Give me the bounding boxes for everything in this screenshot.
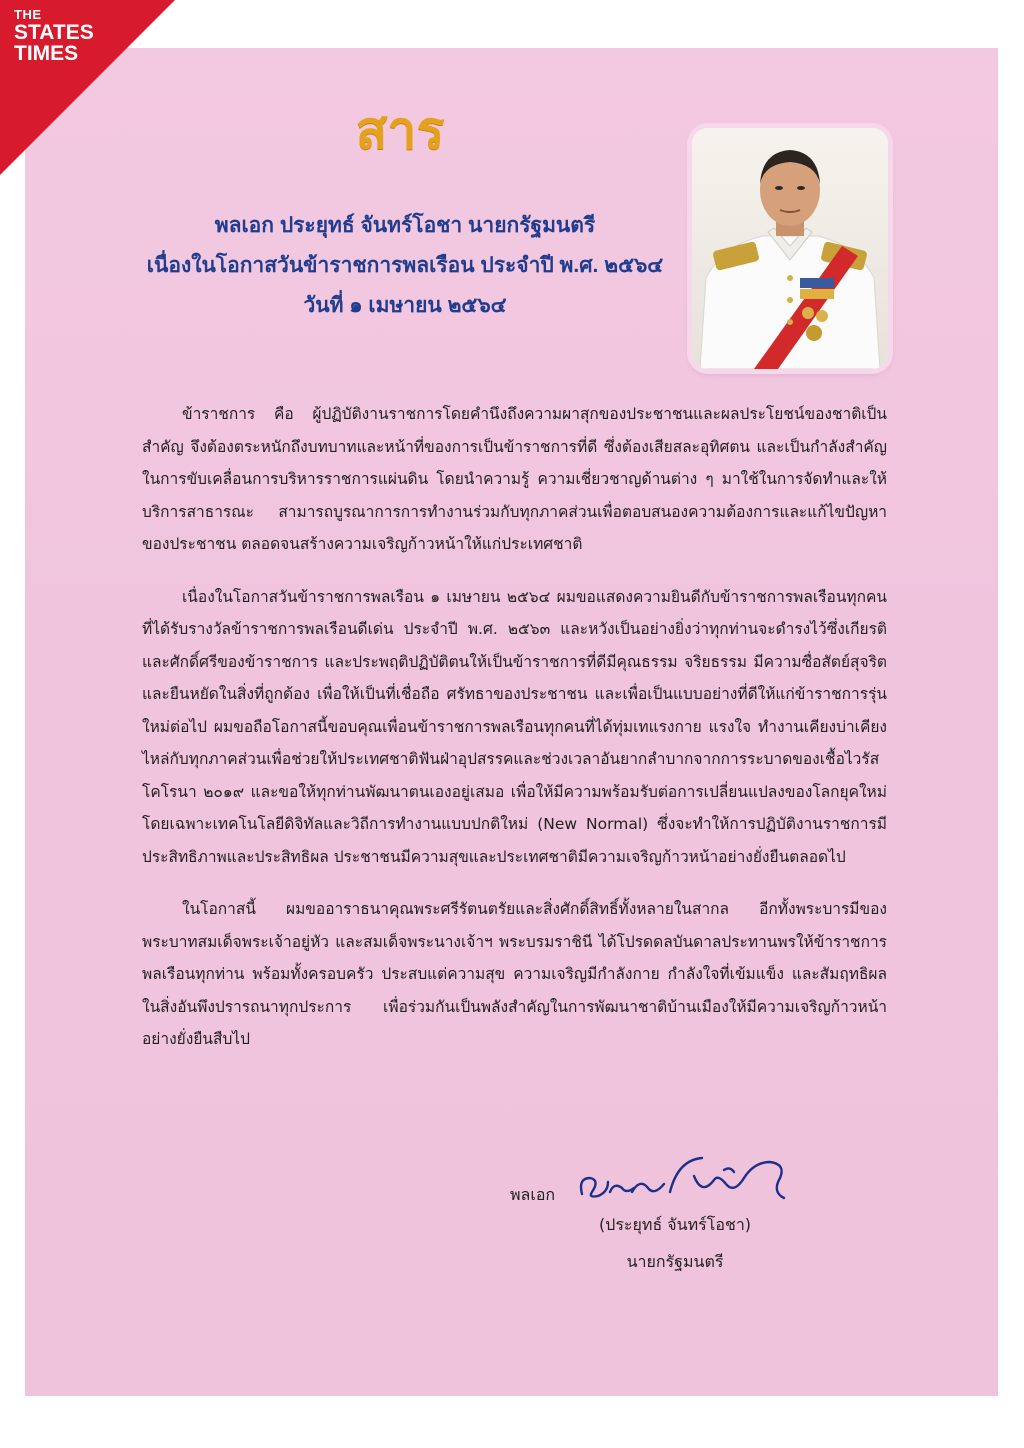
paragraph-3: ในโอกาสนี้ ผมขออาราธนาคุณพระศรีรัตนตรัยและสิ่งศักดิ์สิทธิ์ทั้งหลายในสากล อีกทั้งพระบารมีของพระบาทสมเด็จพระเจ้าอยู่หัว และสมเด็จพระนางเจ้าฯ พระบรมราชินี ได้โปรดดลบันดาลประทานพรให้ข้าราชการพลเรือนทุกท่าน พร้อมทั้งครอบครัว ประสบแต่ความสุข ความเจริญมีกำลังกาย กำลังใจที่เข้มแข็ง และสัมฤทธิผลในสิ่งอันพึงปรารถนาทุกประการ เพื่อร่วมกันเป็นพลังสำคัญในการพัฒนาชาติบ้านเมืองให้มีความเจริญก้าวหน้าอย่างยั่งยืนสืบไป: [142, 900, 887, 1048]
paragraph-2: เนื่องในโอกาสวันข้าราชการพลเรือน ๑ เมษายน ๒๕๖๔ ผมขอแสดงความยินดีกับข้าราชการพลเรือนทุกคนที่ได้รับรางวัลข้าราชการพลเรือนดีเด่น ประจำปี พ.ศ. ๒๕๖๓ และหวังเป็นอย่างยิ่งว่าทุกท่านจะดำรงไว้ซึ่งเกียรติและศักดิ์ศรีของข้าราชการ และประพฤติปฏิบัติตนให้เป็นข้าราชการที่ดีมีคุณธรรม จริยธรรม มีความซื่อสัตย์สุจริต และยืนหยัดในสิ่งที่ถูกต้อง เพื่อให้เป็นที่เชื่อถือ ศรัทธาของประชาชน และเพื่อเป็นแบบอย่างที่ดีให้แก่ข้าราชการรุ่นใหม่ต่อไป ผมขอถือโอกาสนี้ขอบคุณเพื่อนข้าราชการพลเรือนทุกคนที่ได้ทุ่มเทแรงกาย แรงใจ ทำงานเคียงบ่าเคียงไหล่กับทุกภาคส่วนเพื่อช่วยให้ประเทศชาติฟันฝ่าอุปสรรคและช่วงเวลาอันยากลำบากจากการระบาดของเชื้อไวรัสโคโรนา ๒๐๑๙ และขอให้ทุกท่านพัฒนาตนเองอยู่เสมอ เพื่อให้มีความพร้อมรับต่อการเปลี่ยนแปลงของโลกยุคใหม่ โดยเฉพาะเทคโนโลยีดิจิทัลและวิถีการทำงานแบบปกติใหม่ (New Normal) ซึ่งจะทำให้การปฏิบัติงานราชการมีประสิทธิภาพและประสิทธิผล ประชาชนมีความสุขและประเทศชาติมีความเจริญก้าวหน้าอย่างยั่งยืนตลอดไป: [142, 587, 887, 866]
brand-line-1: THE: [14, 7, 42, 22]
brand-line-3: TIMES: [14, 42, 79, 65]
brand-line-2: STATES: [14, 21, 94, 44]
subtitle-date: วันที่ ๑ เมษายน ๒๕๖๔: [303, 294, 507, 317]
subtitle-occasion: เนื่องในโอกาสวันข้าราชการพลเรือน ประจำปี พ.ศ. ๒๕๖๔: [146, 254, 664, 277]
page-title: สาร: [355, 102, 445, 160]
brand-logo: [14, 8, 94, 64]
handwritten-signature: [574, 1148, 804, 1208]
signatory-position: นายกรัฐมนตรี: [626, 1252, 724, 1271]
signatory-rank: พลเอก: [510, 1185, 556, 1204]
signatory-name: (ประยุทธ์ จันทร์โอชา): [598, 1215, 752, 1234]
subtitle-author: พลเอก ประยุทธ์ จันทร์โอชา นายกรัฐมนตรี: [214, 214, 596, 237]
letter-body: [142, 398, 887, 1076]
portrait-photo: [692, 128, 888, 369]
portrait-illustration: [692, 128, 888, 369]
paragraph-1: ข้าราชการ คือ ผู้ปฏิบัติงานราชการโดยคำนึงถึงความผาสุกของประชาชนและผลประโยชน์ของชาติเป็นสำคัญ จึงต้องตระหนักถึงบทบาทและหน้าที่ของการเป็นข้าราชการที่ดี ซึ่งต้องเสียสละอุทิศตน และเป็นกำลังสำคัญในการขับเคลื่อนการบริหารราชการแผ่นดิน โดยนำความรู้ ความเชี่ยวชาญด้านต่าง ๆ มาใช้ในการจัดทำและให้บริการสาธารณะ สามารถบูรณาการการทำงานร่วมกับทุกภาคส่วนเพื่อตอบสนองความต้องการและแก้ไขปัญหาของประชาชน ตลอดจนสร้างความเจริญก้าวหน้าให้แก่ประเทศชาติ: [142, 405, 887, 553]
